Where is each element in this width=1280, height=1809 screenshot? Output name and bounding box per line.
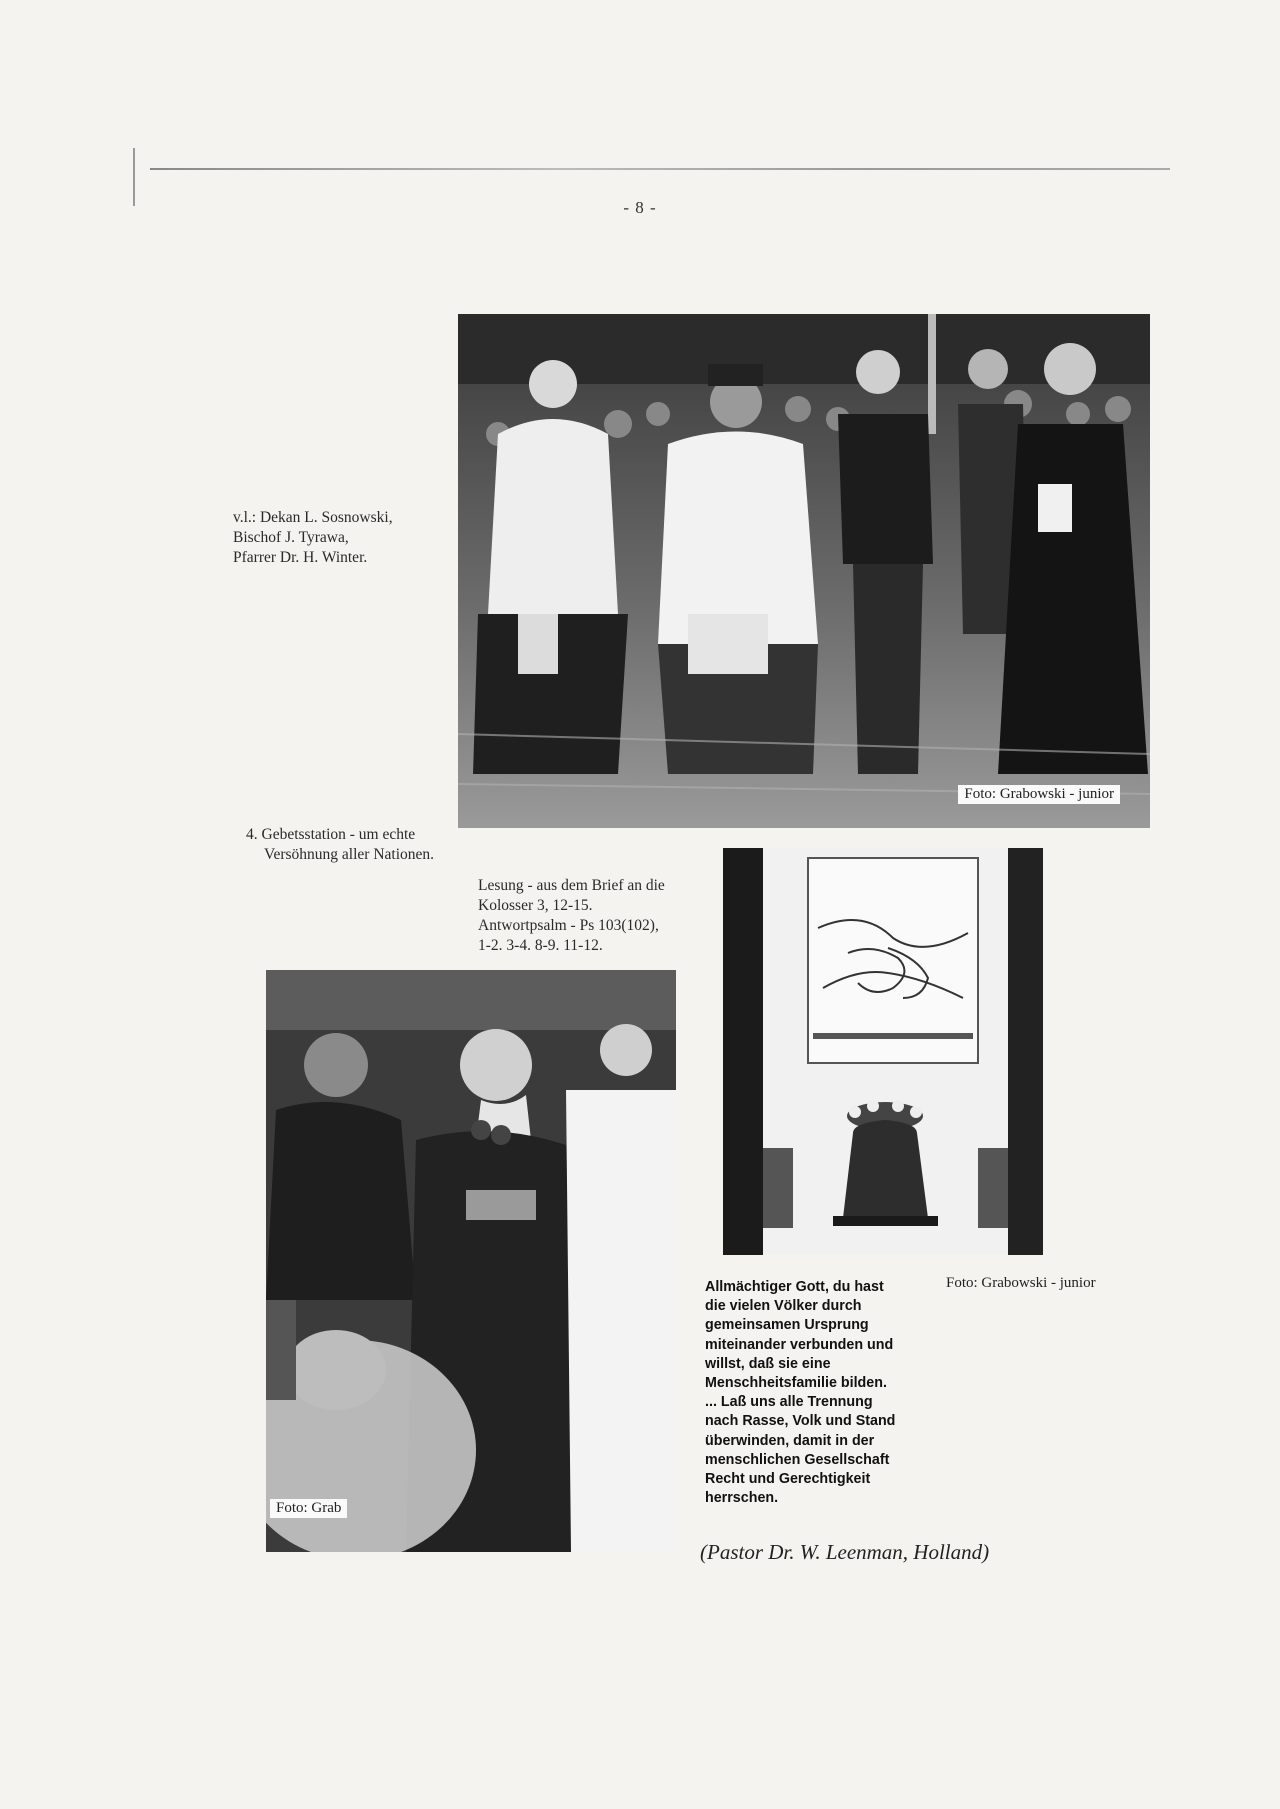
prayer-line: Allmächtiger Gott, du hast <box>705 1279 884 1295</box>
prayer-line: nach Rasse, Volk und Stand <box>705 1413 896 1430</box>
reading-caption-line: 1-2. 3-4. 8-9. 11-12. <box>478 937 603 954</box>
procession-photo-image <box>458 314 1150 828</box>
header-rule <box>150 168 1170 170</box>
procession-photo <box>458 314 1150 828</box>
prayer-line: menschlichen Gesellschaft <box>705 1451 890 1468</box>
people-caption-line: v.l.: Dekan L. Sosnowski, <box>233 509 393 526</box>
ceremony-photo-image <box>266 970 676 1552</box>
people-caption <box>233 508 463 568</box>
prayer-line: miteinander verbunden und <box>705 1336 894 1353</box>
reading-caption-line: Antwortpsalm - Ps 103(102), <box>478 917 659 934</box>
station-caption <box>246 825 506 865</box>
prayer-signature: (Pastor Dr. W. Leenman, Holland) <box>700 1540 990 1564</box>
station-caption-line: Versöhnung aller Nationen. <box>264 846 435 863</box>
prayer-text <box>705 1278 955 1508</box>
bell-photo-image <box>723 848 1043 1255</box>
prayer-line: gemeinsamen Ursprung <box>705 1317 869 1334</box>
bell-photo-credit: Foto: Grabowski - junior <box>946 1275 1096 1291</box>
prayer-line: Recht und Gerechtigkeit <box>705 1471 871 1488</box>
people-caption-line: Pfarrer Dr. H. Winter. <box>233 549 368 566</box>
procession-photo-credit: Foto: Grabowski - junior <box>958 785 1120 804</box>
reading-caption <box>478 876 728 956</box>
prayer-line: die vielen Völker durch <box>705 1298 862 1315</box>
page-number: - 8 - <box>623 198 657 217</box>
prayer-line: überwinden, damit in der <box>705 1432 875 1449</box>
reading-caption-line: Kolosser 3, 12-15. <box>478 897 593 914</box>
prayer-line: ... Laß uns alle Trennung <box>705 1394 873 1411</box>
prayer-line: willst, daß sie eine <box>705 1355 831 1372</box>
ceremony-photo <box>266 970 676 1552</box>
station-caption-line: 4. Gebetsstation - um echte <box>246 826 416 843</box>
prayer-line: herrschen. <box>705 1490 779 1507</box>
bell-photo <box>723 848 1043 1255</box>
prayer-line: Menschheitsfamilie bilden. <box>705 1375 887 1392</box>
people-caption-line: Bischof J. Tyrawa, <box>233 529 349 546</box>
ceremony-photo-credit: Foto: Grab <box>270 1499 347 1518</box>
reading-caption-line: Lesung - aus dem Brief an die <box>478 877 665 894</box>
